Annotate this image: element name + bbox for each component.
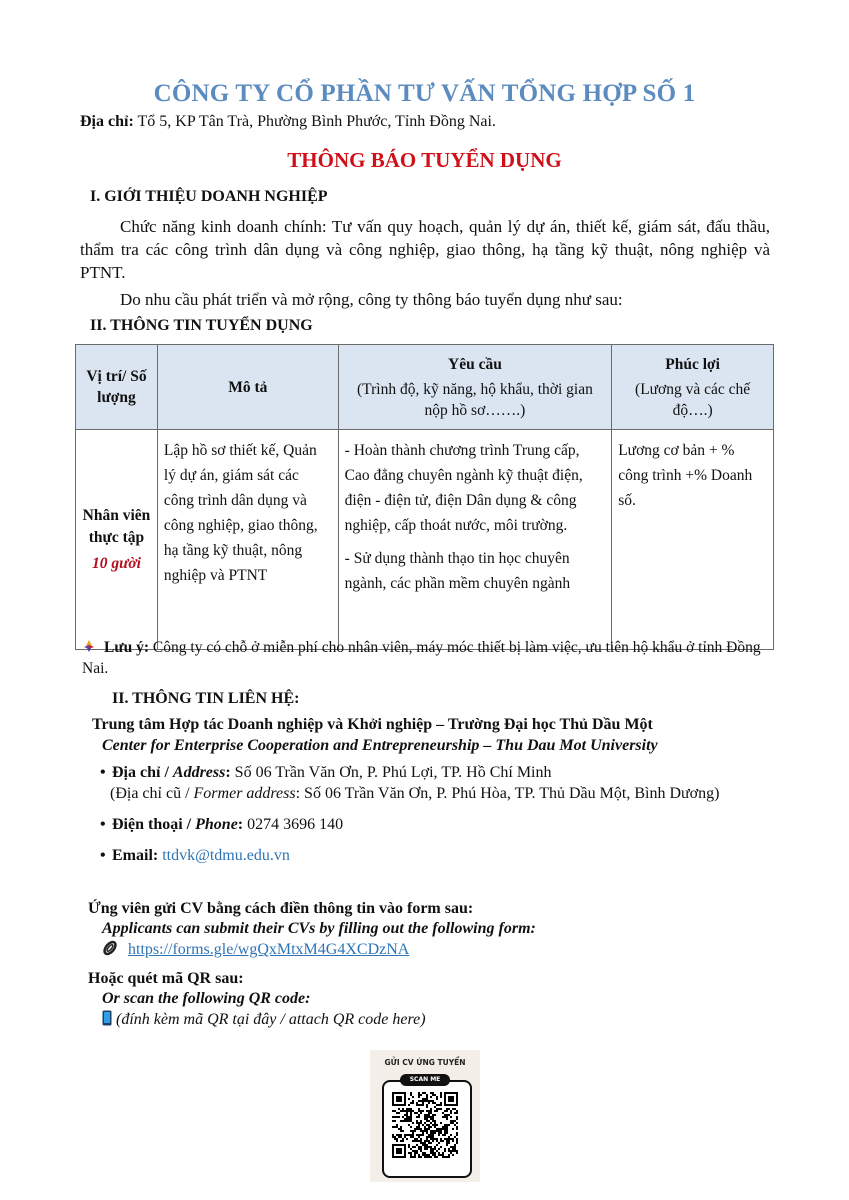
company-address bbox=[80, 113, 496, 131]
header-requirements: Yêu cầu (Trình độ, kỹ năng, hộ khẩu, thời gian nộp hồ sơ…….) bbox=[338, 345, 612, 430]
contact-address: • Địa chỉ / Address: Số 06 Trần Văn Ơn, P. Phú Lợi, TP. Hồ Chí Minh (Địa chỉ cũ / Former address: Số 06 Trần Văn Ơn, P. Phú Hòa, TP. Thủ Dầu Một, Bình Dương) bbox=[100, 762, 780, 804]
position-title: Nhân viên thực tập bbox=[82, 506, 151, 546]
intro-paragraph-2: Do nhu cầu phát triển và mở rộng, công ty thông báo tuyển dụng như sau: bbox=[120, 290, 623, 309]
bullet-icon: • bbox=[100, 847, 106, 864]
paperclip-icon bbox=[102, 941, 122, 958]
diamond-bullet-icon bbox=[82, 638, 96, 652]
requirement-item: - Hoàn thành chương trình Trung cấp, Cao đẳng chuyên ngành kỹ thuật điện, điện - điện tử, điện Dân dụng & công nghiệp, cấp thoát nước, môi trường. bbox=[344, 442, 583, 534]
contact-phone: • Điện thoại / Phone: 0274 3696 140 bbox=[100, 816, 344, 833]
contact-heading: II. THÔNG TIN LIÊN HỆ: bbox=[112, 690, 300, 707]
header-benefits: Phúc lợi (Lương và các chế độ….) bbox=[612, 345, 774, 430]
note-label: Lưu ý: bbox=[104, 639, 150, 656]
contact-email: • Email: ttdvk@tdmu.edu.vn bbox=[100, 847, 290, 864]
qr-instruction-vn: Hoặc quét mã QR sau: bbox=[88, 970, 244, 987]
cv-instruction-en: Applicants can submit their CVs by filling out the following form: bbox=[102, 920, 536, 937]
bullet-icon: • bbox=[100, 764, 106, 781]
description-cell: Lập hồ sơ thiết kế, Quản lý dự án, giám sát các công trình dân dụng và công nghiệp, giao thông, hạ tầng kỹ thuật, nông nghiệp và PTNT bbox=[157, 430, 338, 650]
header-description: Mô tả bbox=[157, 345, 338, 430]
qr-code-card[interactable] bbox=[370, 1050, 480, 1182]
header-position: Vị trí/ Số lượng bbox=[76, 345, 158, 430]
address-label: Địa chỉ: bbox=[80, 113, 134, 130]
form-link-row bbox=[102, 940, 409, 959]
former-address: (Địa chỉ cũ / Former address: Số 06 Trần Văn Ơn, P. Phú Hòa, TP. Thủ Dầu Một, Bình Dương) bbox=[110, 785, 720, 802]
company-name: CÔNG TY CỔ PHẦN TƯ VẤN TỔNG HỢP SỐ 1 bbox=[153, 80, 696, 107]
contact-list bbox=[100, 762, 780, 876]
cv-instruction-vn: Ứng viên gửi CV bằng cách điền thông tin vào form sau: bbox=[88, 900, 474, 917]
qr-card-title: GỬI CV ỨNG TUYỂN bbox=[384, 1058, 466, 1067]
qr-code-icon bbox=[392, 1092, 458, 1158]
mobile-phone-icon bbox=[102, 1011, 116, 1028]
note bbox=[82, 637, 772, 679]
center-name-en: Center for Enterprise Cooperation and Entrepreneurship – Thu Dau Mot University bbox=[102, 737, 658, 754]
section-recruit-heading: II. THÔNG TIN TUYỂN DỤNG bbox=[90, 317, 313, 334]
phone-number: 0274 3696 140 bbox=[243, 816, 344, 833]
position-count: 10 gười bbox=[91, 554, 141, 572]
recruitment-table bbox=[75, 344, 774, 650]
email-link[interactable]: ttdvk@tdmu.edu.vn bbox=[162, 847, 290, 864]
intro-paragraph: Chức năng kinh doanh chính: Tư vấn quy hoạch, quản lý dự án, thiết kế, giám sát, đấu thầu, thẩm tra các công trình dân dụng và công nghiệp, giao thông, hạ tầng kỹ thuật, nông nghiệp và PTNT. bbox=[80, 217, 770, 282]
section-intro-heading: I. GIỚI THIỆU DOANH NGHIỆP bbox=[90, 188, 328, 205]
notice-title: THÔNG BÁO TUYỂN DỤNG bbox=[287, 148, 562, 172]
address-value: Tổ 5, KP Tân Trà, Phường Bình Phước, Tỉnh Đồng Nai. bbox=[133, 113, 496, 130]
qr-attach-note: (đính kèm mã QR tại đây / attach QR code here) bbox=[102, 1010, 426, 1029]
position-cell bbox=[76, 430, 158, 650]
table-header-row bbox=[76, 345, 774, 430]
form-link[interactable]: https://forms.gle/wgQxMtxM4G4XCDzNA bbox=[128, 941, 410, 958]
benefits-cell: Lương cơ bản + % công trình +% Doanh số. bbox=[612, 430, 774, 650]
note-text: Công ty có chỗ ở miễn phí cho nhân viên, máy móc thiết bị làm việc, ưu tiên hộ khẩu ở tỉnh Đồng Nai. bbox=[82, 639, 761, 677]
requirements-cell bbox=[338, 430, 612, 650]
table-row bbox=[76, 430, 774, 650]
scan-me-label: SCAN ME bbox=[400, 1074, 450, 1086]
qr-instruction-en: Or scan the following QR code: bbox=[102, 990, 311, 1007]
center-name-vn: Trung tâm Hợp tác Doanh nghiệp và Khởi nghiệp – Trường Đại học Thủ Dầu Một bbox=[92, 716, 653, 733]
requirement-item: - Sử dụng thành thạo tin học chuyên ngành, các phần mềm chuyên ngành bbox=[344, 550, 571, 592]
bullet-icon: • bbox=[100, 816, 106, 833]
